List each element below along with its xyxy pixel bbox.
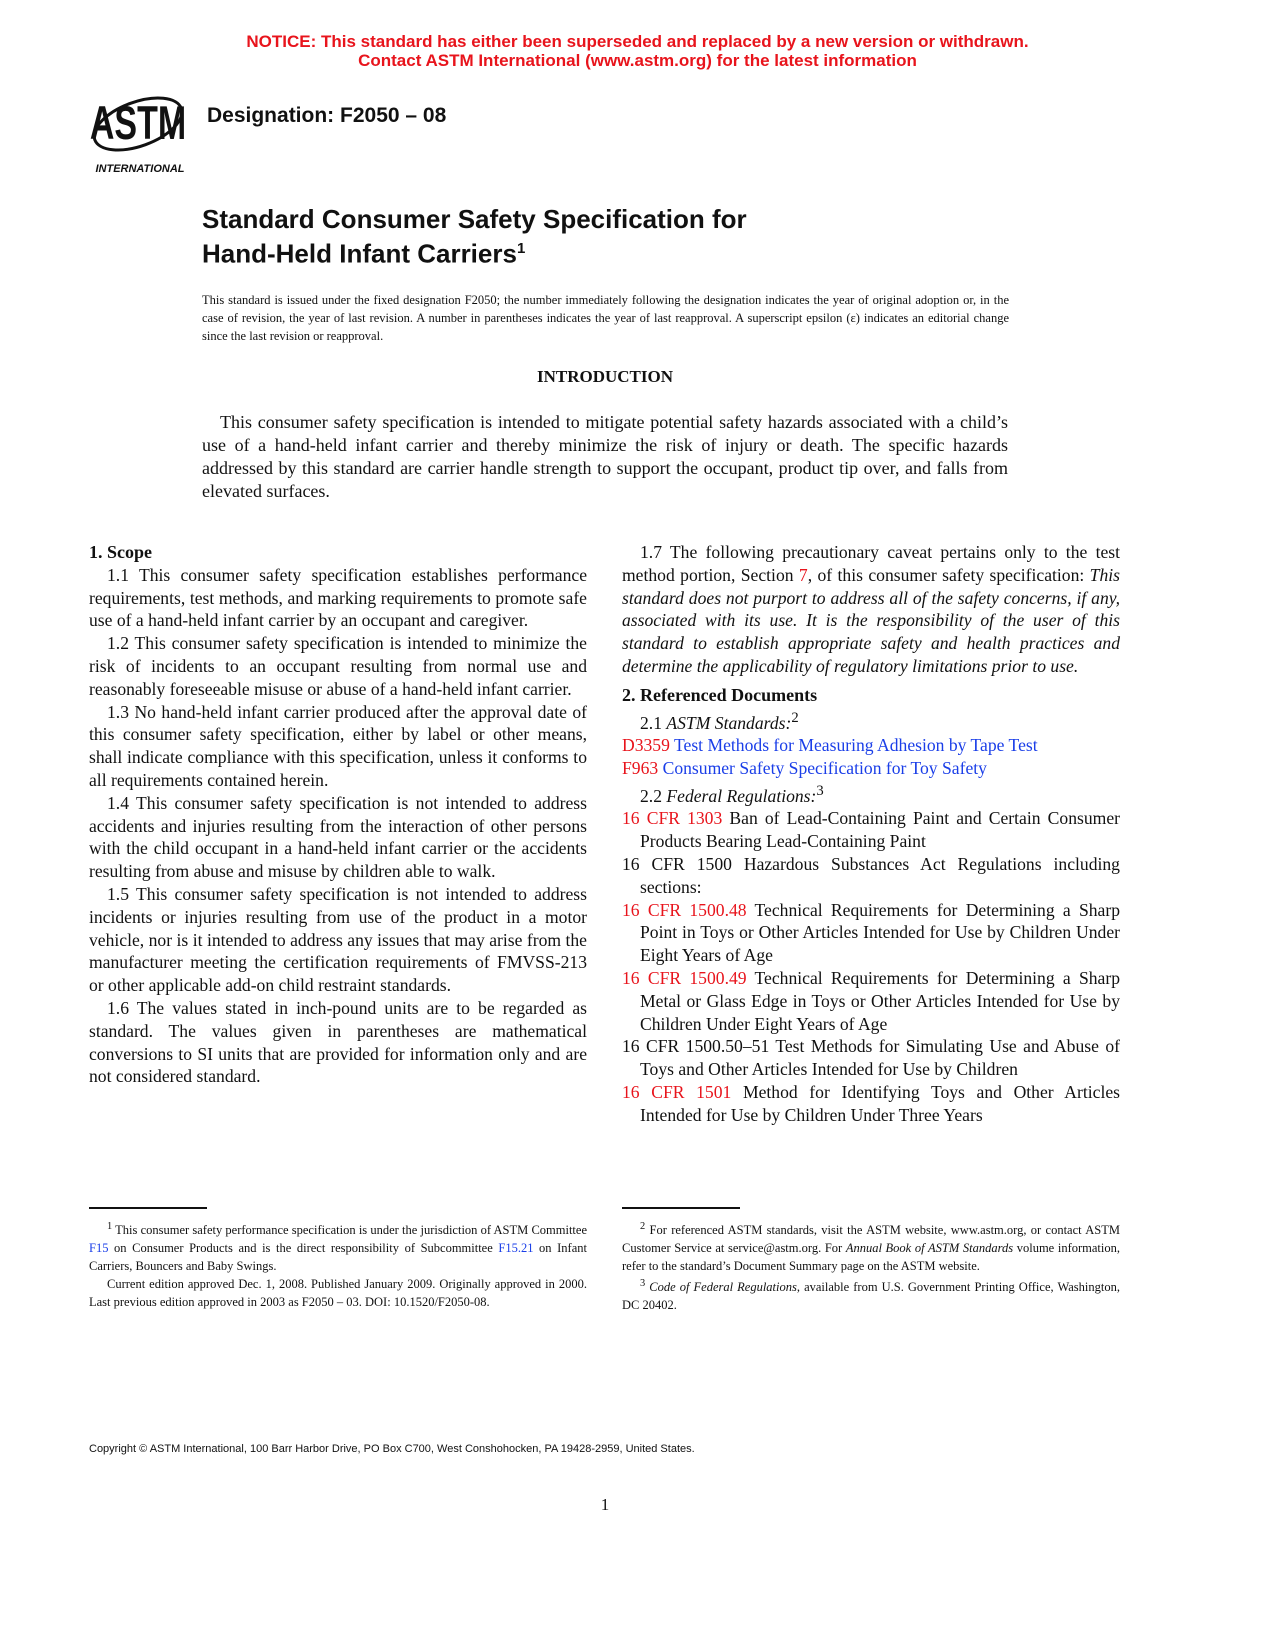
- cfr-ref: [622, 967, 1120, 1035]
- cfr-code: 16 CFR 1500: [622, 854, 732, 875]
- footnote-divider: [89, 1207, 207, 1209]
- footnote-1: [89, 1218, 587, 1311]
- footnote-text: volume information, refer to the standard’s Document Summary page on the ASTM website.: [622, 1241, 1120, 1274]
- edition-info: Current edition approved Dec. 1, 2008. Published January 2009. Originally approved in 2000. Last previous edition approved in 2003 as F2050 – 03. DOI: 10.1520/F2050-08.: [89, 1277, 587, 1310]
- page-number: 1: [600, 1495, 610, 1514]
- federal-regulations-label: [622, 780, 1120, 808]
- cfr-title: Method for Identifying Toys and Other Articles Intended for Use by Children Under Three Years: [640, 1082, 1120, 1125]
- footnote-italic: Annual Book of ASTM Standards: [845, 1241, 1014, 1256]
- footnote-ref[interactable]: 3: [816, 782, 824, 799]
- left-column: [89, 541, 587, 1088]
- footnote-number: 3: [640, 1278, 646, 1290]
- notice-line-2: Contact ASTM International (www.astm.org) for the latest information: [358, 51, 917, 70]
- cfr-ref: [622, 853, 1120, 899]
- preamble: This standard is issued under the fixed designation F2050; the number immediately following the designation indicates the year of original adoption or, in the case of revision, the year of last revision. A number in parentheses indicates the year of last reapproval. A superscript epsilon (ε) indicates an editorial change since the last revision or reapproval.: [202, 293, 1009, 343]
- p7-text: 1.7 The following precautionary caveat pertains only to the test method portion, Section: [622, 542, 1120, 585]
- paragraph-1-7: [622, 541, 1120, 678]
- committee-f15-link[interactable]: F15: [89, 1241, 109, 1256]
- svg-text:ASTM: ASTM: [90, 96, 187, 150]
- footnote-italic: Code of Federal Regulations: [645, 1280, 797, 1295]
- ref-title[interactable]: Consumer Safety Specification for Toy Safety: [662, 758, 987, 779]
- cfr-title: Technical Requirements for Determining a Sharp Point in Toys or Other Articles Intended for Use by Children Under Eight Years of Age: [640, 899, 1121, 966]
- cfr-link[interactable]: 16 CFR 1303: [622, 808, 723, 829]
- footnote-text: on Infant Carriers, Bouncers and Baby Swings.: [89, 1241, 587, 1274]
- astm-ref-f963[interactable]: [622, 757, 1120, 780]
- paragraph-1-5: 1.5 This consumer safety specification is not intended to address incidents or injuries resulting from use of the product in a motor vehicle, nor is it intended to address any issues that may arise from the manufacturer meeting the certification requirements of FMVSS-213 or other applicable add-on child restraint standards.: [89, 883, 587, 996]
- section-number: 2.2: [640, 785, 667, 806]
- cfr-title: Hazardous Substances Act Regulations including sections:: [640, 854, 1120, 897]
- astm-ref-d3359[interactable]: [622, 734, 1120, 757]
- cfr-title: Test Methods for Simulating Use and Abuse of Toys and Other Articles Intended for Use by Children: [640, 1036, 1120, 1080]
- footnote-text: This consumer safety performance specification is under the jurisdiction of ASTM Committee: [112, 1223, 587, 1238]
- astm-logo-icon: [90, 86, 190, 176]
- title-footnote-ref[interactable]: 1: [516, 240, 526, 257]
- scope-heading: 1. Scope: [89, 542, 152, 562]
- footnote-divider: [622, 1207, 740, 1209]
- referenced-documents-heading: 2. Referenced Documents: [622, 684, 818, 705]
- p7-text-2: , of this consumer safety specification:: [807, 564, 1090, 585]
- ref-code[interactable]: D3359: [622, 735, 670, 756]
- cfr-link[interactable]: 16 CFR 1500.49: [622, 968, 747, 989]
- cfr-ref: [622, 1081, 1120, 1127]
- cfr-ref: [622, 899, 1120, 967]
- cfr-link[interactable]: 16 CFR 1501: [622, 1082, 732, 1103]
- section-number: 2.1: [640, 712, 667, 733]
- withdrawn-notice: [0, 32, 1275, 70]
- label: Federal Regulations:: [666, 785, 817, 806]
- paragraph-1-4: 1.4 This consumer safety specification is not intended to address accidents and injuries resulting from the interaction of other persons with the child occupant in a hand-held infant carrier or the accidents resulting from abuse and misuse by children able to walk.: [89, 792, 587, 882]
- footnote-number: 2: [640, 1221, 646, 1232]
- notice-line-1: NOTICE: This standard has either been superseded and replaced by a new version or withdrawn.: [246, 32, 1029, 51]
- section-7-link[interactable]: 7: [798, 564, 808, 585]
- paragraph-1-1: 1.1 This consumer safety specification establishes performance requirements, test methods, and marking requirements to promote safe use of a hand-held infant carrier by an occupant and caregiver.: [89, 564, 587, 631]
- cfr-link[interactable]: 16 CFR 1500.48: [622, 899, 747, 920]
- document-title: [202, 205, 747, 269]
- label: ASTM Standards:: [666, 712, 792, 733]
- title-line-1: Standard Consumer Safety Specification for: [202, 204, 747, 234]
- footnote-text: on Consumer Products and is the direct responsibility of Subcommittee: [108, 1241, 499, 1256]
- title-line-2: Hand-Held Infant Carriers: [202, 238, 517, 269]
- copyright: Copyright © ASTM International, 100 Barr Harbor Drive, PO Box C700, West Conshohocken, PA 19428-2959, United States.: [89, 1443, 695, 1455]
- paragraph-1-2: 1.2 This consumer safety specification is intended to minimize the risk of incidents to an occupant resulting from normal use and reasonably foreseeable misuse or abuse of a hand-held infant carrier.: [89, 633, 587, 699]
- footnote-text: , available from U.S. Government Printing Office, Washington, DC 20402.: [622, 1280, 1120, 1313]
- ref-code[interactable]: F963: [622, 758, 659, 779]
- paragraph-1-6: 1.6 The values stated in inch-pound units are to be regarded as standard. The values given in parentheses are mathematical conversions to SI units that are provided for information only and are not considered standard.: [89, 997, 587, 1087]
- cfr-title: Ban of Lead-Containing Paint and Certain Consumer Products Bearing Lead-Containing Paint: [640, 808, 1120, 852]
- footnote-2-3: [622, 1218, 1120, 1314]
- paragraph-1-3: 1.3 No hand-held infant carrier produced after the approval date of this consumer safety specification, either by label or other means, shall indicate compliance with this specification, unless it conforms to all requirements contained herein.: [89, 701, 587, 790]
- cfr-ref: [622, 807, 1120, 853]
- cfr-title: Technical Requirements for Determining a Sharp Metal or Glass Edge in Toys or Other Articles Intended for Use by Children Under Eight Years of Age: [640, 968, 1121, 1034]
- introduction-heading: INTRODUCTION: [536, 367, 674, 386]
- svg-text:INTERNATIONAL: INTERNATIONAL: [95, 163, 185, 175]
- footnote-number: 1: [107, 1221, 113, 1232]
- right-column: [622, 541, 1120, 1127]
- cfr-ref: [622, 1035, 1120, 1081]
- designation: Designation: F2050 – 08: [207, 104, 447, 127]
- safety-caveat: This standard does not purport to address all of the safety concerns, if any, associated with its use. It is the responsibility of the user of this standard to establish appropriate safety and health practices and determine the applicability of regulatory limitations prior to use.: [622, 564, 1120, 676]
- footnote-text: For referenced ASTM standards, visit the ASTM website, www.astm.org, or contact ASTM Customer Service at service@astm.org. For: [622, 1223, 1120, 1256]
- introduction-text: This consumer safety specification is intended to mitigate potential safety hazards associated with a child’s use of a hand-held infant carrier and thereby minimize the risk of injury or death. The specific hazards addressed by this standard are carrier handle strength to support the occupant, product tip over, and falls from elevated surfaces.: [202, 412, 1008, 501]
- footnote-ref[interactable]: 2: [791, 709, 799, 726]
- cfr-code: 16 CFR 1500.50–51: [622, 1036, 770, 1057]
- astm-standards-label: [622, 707, 1120, 735]
- ref-title[interactable]: Test Methods for Measuring Adhesion by Tape Test: [674, 735, 1038, 756]
- subcommittee-f15-21-link[interactable]: F15.21: [498, 1241, 534, 1256]
